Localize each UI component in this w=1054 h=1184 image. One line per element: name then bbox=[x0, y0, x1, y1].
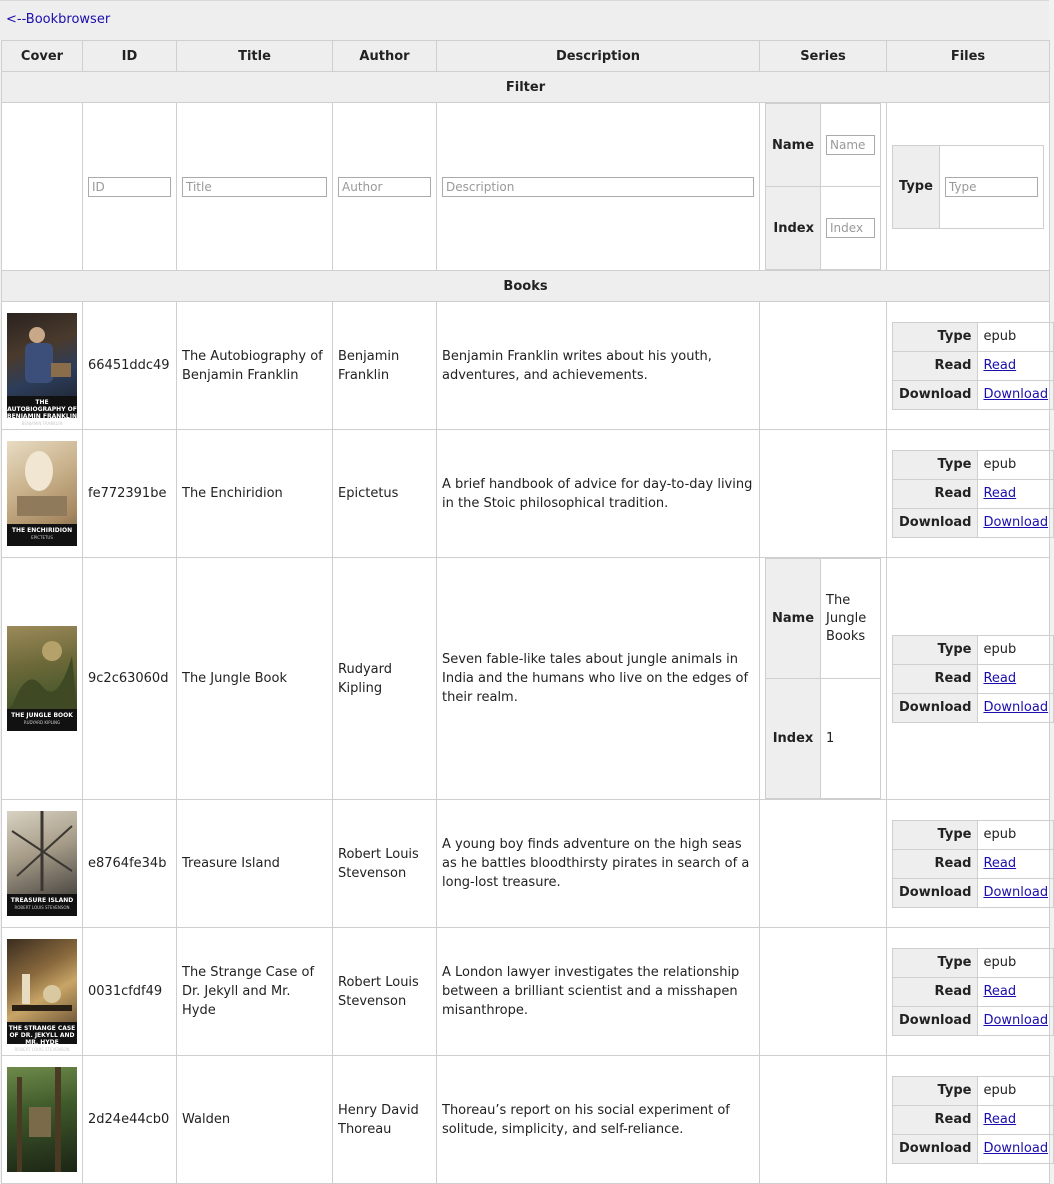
filter-description-input[interactable] bbox=[442, 177, 754, 197]
file-read-label: Read bbox=[893, 849, 978, 878]
table-row bbox=[2, 558, 1050, 800]
file-type-label: Type bbox=[893, 948, 978, 977]
download-link[interactable]: Download bbox=[983, 700, 1049, 715]
download-link[interactable]: Download bbox=[983, 515, 1049, 530]
book-title: Treasure Island bbox=[177, 800, 333, 928]
book-series-empty bbox=[760, 800, 887, 928]
book-cover-image[interactable] bbox=[7, 313, 77, 426]
file-read-label: Read bbox=[893, 1105, 978, 1134]
file-download-label: Download bbox=[893, 878, 978, 907]
cover-title-band: THE ENCHIRIDION EPICTETUS bbox=[7, 524, 77, 546]
book-author: Robert Louis Stevenson bbox=[333, 800, 437, 928]
jungle-illustration bbox=[7, 626, 77, 709]
filter-title-input[interactable] bbox=[182, 177, 327, 197]
read-link[interactable]: Read bbox=[983, 1112, 1017, 1127]
file-read-label: Read bbox=[893, 977, 978, 1006]
cover-title-band: THE JUNGLE BOOK RUDYARD KIPLING bbox=[7, 709, 77, 731]
book-description: Thoreau’s report on his social experiment of solitude, simplicity, and self-reliance. bbox=[437, 1056, 760, 1184]
filter-series-name-input[interactable] bbox=[826, 135, 875, 155]
cover-title-band: THE STRANGE CASE OF DR. JEKYLL AND MR. HYDE ROBERT LOUIS STEVENSON bbox=[7, 1022, 77, 1044]
table-row bbox=[2, 800, 1050, 928]
file-type-value: epub bbox=[978, 820, 1054, 849]
cover-title-band: TREASURE ISLAND ROBERT LOUIS STEVENSON bbox=[7, 894, 77, 916]
file-type-value: epub bbox=[978, 635, 1054, 664]
book-cover-image[interactable] bbox=[7, 939, 77, 1052]
read-link[interactable]: Read bbox=[983, 358, 1017, 373]
book-title: The Strange Case of Dr. Jekyll and Mr. Hyde bbox=[177, 928, 333, 1056]
file-download-label: Download bbox=[893, 508, 978, 537]
read-link[interactable]: Read bbox=[983, 486, 1017, 501]
book-files-table bbox=[892, 820, 1054, 908]
table-row bbox=[2, 302, 1050, 430]
book-files-table bbox=[892, 635, 1054, 723]
book-files-table bbox=[892, 948, 1054, 1036]
book-author: Rudyard Kipling bbox=[333, 558, 437, 800]
table-row bbox=[2, 1056, 1050, 1184]
file-read-label: Read bbox=[893, 351, 978, 380]
book-id: 66451ddc49 bbox=[83, 302, 177, 430]
filter-series-index-input[interactable] bbox=[826, 218, 875, 238]
book-title: The Enchiridion bbox=[177, 430, 333, 558]
book-title: The Jungle Book bbox=[177, 558, 333, 800]
book-title: Walden bbox=[177, 1056, 333, 1184]
filter-author-input[interactable] bbox=[338, 177, 431, 197]
series-index-value: 1 bbox=[821, 679, 881, 799]
column-header-id[interactable]: ID bbox=[83, 41, 177, 72]
laboratory-illustration bbox=[7, 939, 77, 1022]
book-id: fe772391be bbox=[83, 430, 177, 558]
book-series-empty bbox=[760, 302, 887, 430]
file-type-label: Type bbox=[893, 1076, 978, 1105]
painting-illustration bbox=[7, 441, 77, 524]
series-name-value: The Jungle Books bbox=[821, 559, 881, 679]
file-type-label: Type bbox=[893, 820, 978, 849]
column-header-description[interactable]: Description bbox=[437, 41, 760, 72]
book-files-table bbox=[892, 1076, 1054, 1164]
portrait-illustration bbox=[7, 313, 77, 396]
series-index-label: Index bbox=[766, 679, 821, 799]
file-type-value: epub bbox=[978, 322, 1054, 351]
book-files-table bbox=[892, 322, 1054, 410]
download-link[interactable]: Download bbox=[983, 1141, 1049, 1156]
books-table bbox=[1, 40, 1050, 1184]
book-cover-image[interactable] bbox=[7, 1067, 77, 1172]
forest-illustration bbox=[7, 1067, 77, 1172]
filter-section-title: Filter bbox=[2, 72, 1050, 103]
table-row bbox=[2, 430, 1050, 558]
file-download-label: Download bbox=[893, 693, 978, 722]
book-files-table bbox=[892, 450, 1054, 538]
file-read-label: Read bbox=[893, 479, 978, 508]
filter-type-label: Type bbox=[893, 145, 940, 228]
book-description: Seven fable-like tales about jungle animals in India and the humans who live on the edges of their realm. bbox=[437, 558, 760, 800]
book-series-empty bbox=[760, 430, 887, 558]
filter-series-table bbox=[765, 103, 881, 270]
read-link[interactable]: Read bbox=[983, 856, 1017, 871]
back-to-bookbrowser-link[interactable]: <--Bookbrowser bbox=[6, 12, 111, 27]
download-link[interactable]: Download bbox=[983, 387, 1049, 402]
book-series-empty bbox=[760, 1056, 887, 1184]
book-cover-image[interactable] bbox=[7, 811, 77, 916]
book-id: 0031cfdf49 bbox=[83, 928, 177, 1056]
book-id: e8764fe34b bbox=[83, 800, 177, 928]
top-bar bbox=[0, 0, 1049, 40]
file-type-label: Type bbox=[893, 450, 978, 479]
download-link[interactable]: Download bbox=[983, 885, 1049, 900]
read-link[interactable]: Read bbox=[983, 671, 1017, 686]
column-header-series[interactable]: Series bbox=[760, 41, 887, 72]
file-download-label: Download bbox=[893, 380, 978, 409]
book-cover-image[interactable] bbox=[7, 626, 77, 731]
file-type-value: epub bbox=[978, 1076, 1054, 1105]
column-header-title[interactable]: Title bbox=[177, 41, 333, 72]
column-header-author[interactable]: Author bbox=[333, 41, 437, 72]
book-title: The Autobiography of Benjamin Franklin bbox=[177, 302, 333, 430]
filter-series-name-label: Name bbox=[766, 104, 821, 187]
download-link[interactable]: Download bbox=[983, 1013, 1049, 1028]
file-type-value: epub bbox=[978, 948, 1054, 977]
file-type-label: Type bbox=[893, 635, 978, 664]
file-download-label: Download bbox=[893, 1134, 978, 1163]
book-series-empty bbox=[760, 928, 887, 1056]
table-row bbox=[2, 928, 1050, 1056]
book-author: Benjamin Franklin bbox=[333, 302, 437, 430]
file-download-label: Download bbox=[893, 1006, 978, 1035]
file-type-value: epub bbox=[978, 450, 1054, 479]
read-link[interactable]: Read bbox=[983, 984, 1017, 999]
book-series-table bbox=[765, 558, 881, 799]
books-section-title: Books bbox=[2, 271, 1050, 302]
book-description: A young boy finds adventure on the high seas as he battles bloodthirsty pirates in search of a long-lost treasure. bbox=[437, 800, 760, 928]
filter-cover-empty bbox=[2, 103, 83, 271]
book-id: 2d24e44cb0 bbox=[83, 1056, 177, 1184]
book-author: Epictetus bbox=[333, 430, 437, 558]
filter-files-table bbox=[892, 145, 1044, 229]
filter-type-input[interactable] bbox=[945, 177, 1038, 197]
book-description: Benjamin Franklin writes about his youth, adventures, and achievements. bbox=[437, 302, 760, 430]
file-read-label: Read bbox=[893, 664, 978, 693]
book-id: 9c2c63060d bbox=[83, 558, 177, 800]
book-cover-image[interactable] bbox=[7, 441, 77, 546]
book-author: Robert Louis Stevenson bbox=[333, 928, 437, 1056]
book-description: A London lawyer investigates the relationship between a brilliant scientist and a misshapen misanthrope. bbox=[437, 928, 760, 1056]
column-header-row bbox=[2, 41, 1050, 72]
cover-title-band: THE AUTOBIOGRAPHY OF BENJAMIN FRANKLIN BENJAMIN FRANKLIN bbox=[7, 396, 77, 418]
column-header-cover[interactable]: Cover bbox=[2, 41, 83, 72]
column-header-files[interactable]: Files bbox=[887, 41, 1050, 72]
ship-mast-illustration bbox=[7, 811, 77, 894]
book-description: A brief handbook of advice for day-to-day living in the Stoic philosophical tradition. bbox=[437, 430, 760, 558]
filter-row bbox=[2, 103, 1050, 271]
file-type-label: Type bbox=[893, 322, 978, 351]
filter-series-index-label: Index bbox=[766, 187, 821, 270]
series-name-label: Name bbox=[766, 559, 821, 679]
book-author: Henry David Thoreau bbox=[333, 1056, 437, 1184]
filter-id-input[interactable] bbox=[88, 177, 171, 197]
